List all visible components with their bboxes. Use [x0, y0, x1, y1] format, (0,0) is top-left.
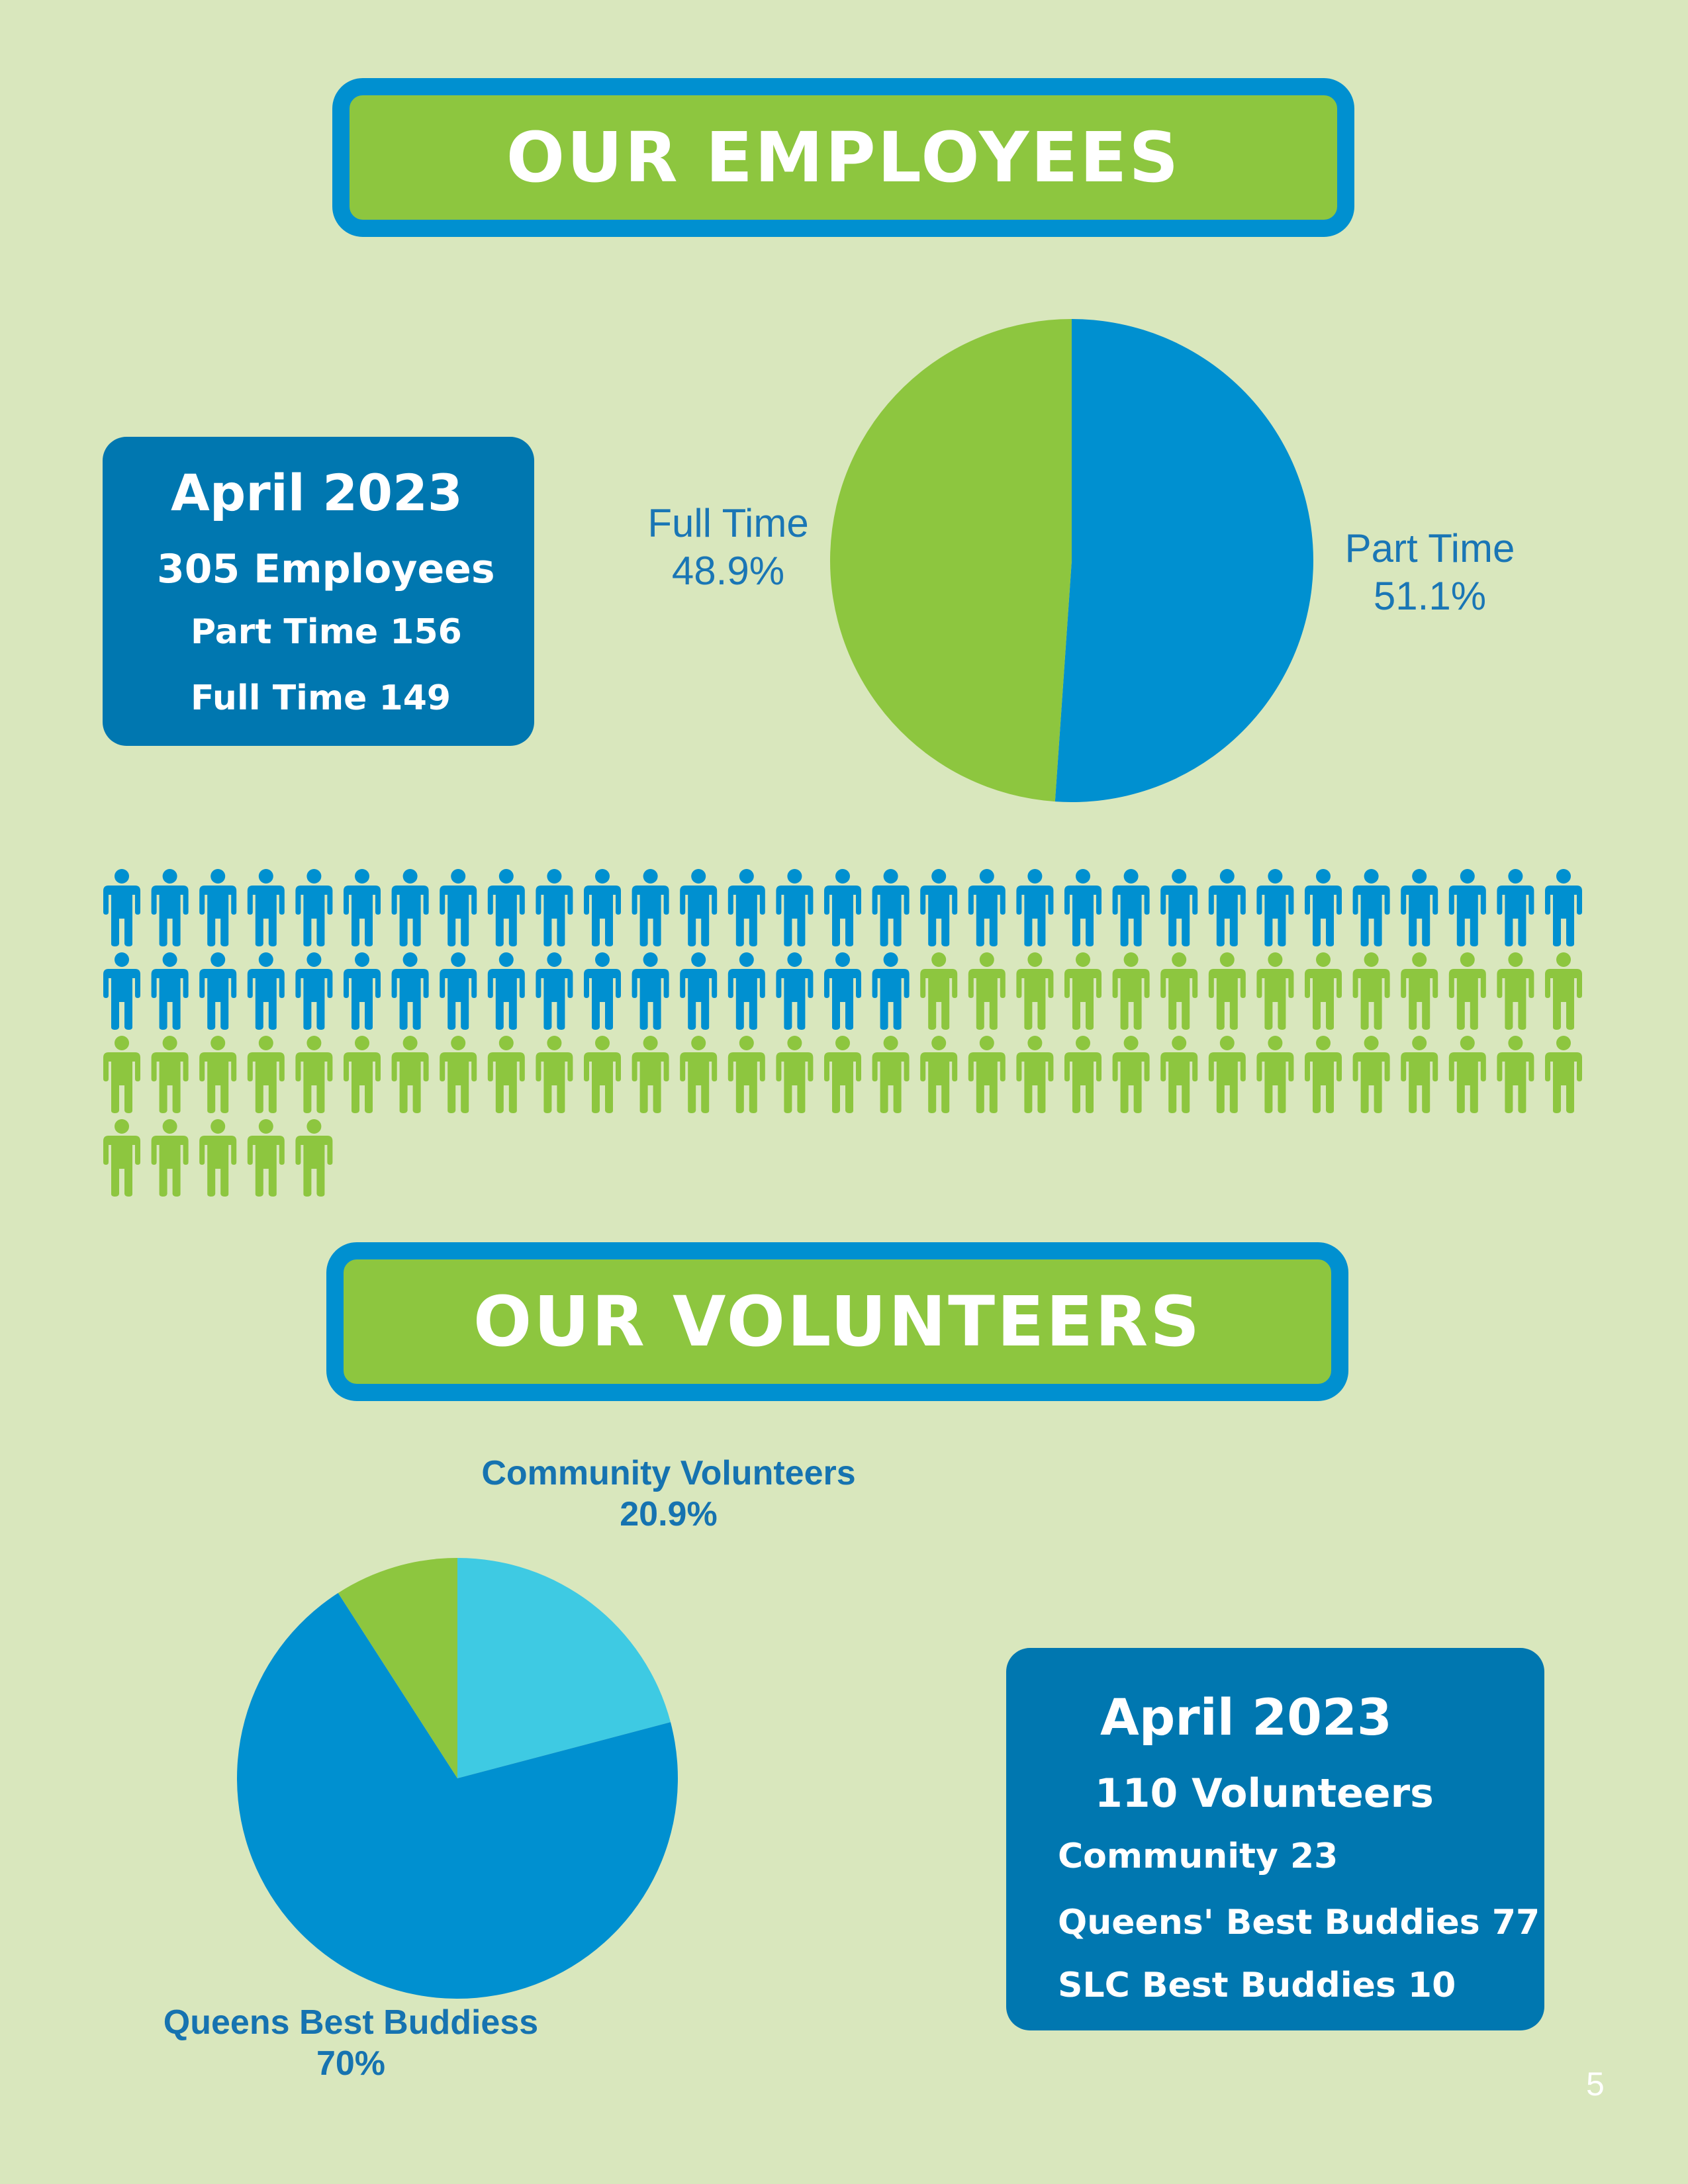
person-icon	[1497, 952, 1534, 1030]
person-icon	[968, 869, 1006, 946]
person-icon	[1497, 869, 1534, 946]
person-icon	[1016, 952, 1053, 1030]
person-icon	[1401, 952, 1438, 1030]
person-icon	[1160, 1036, 1197, 1113]
employees-title: OUR EMPLOYEES	[506, 117, 1181, 198]
person-icon	[632, 1036, 669, 1113]
person-icon	[632, 869, 669, 946]
person-icon	[824, 869, 861, 946]
person-icon	[680, 1036, 717, 1113]
person-icon	[1256, 1036, 1293, 1113]
person-icon	[440, 1036, 477, 1113]
page-number: 5	[1586, 2066, 1605, 2103]
volunteers-total: 110 Volunteers	[1095, 1770, 1434, 1817]
person-icon	[1160, 869, 1197, 946]
person-icon	[295, 952, 332, 1030]
person-icon	[1256, 869, 1293, 946]
person-icon	[1113, 869, 1150, 946]
person-icon	[488, 952, 525, 1030]
person-icon	[1353, 952, 1390, 1030]
person-icon	[248, 1036, 285, 1113]
community-volunteers-label-name: Community Volunteers	[481, 1454, 856, 1492]
person-icon	[1545, 869, 1582, 946]
person-icon	[103, 952, 140, 1030]
person-icon	[1064, 1036, 1102, 1113]
person-icon	[1016, 869, 1053, 946]
volunteers-pie-chart	[237, 1558, 678, 1999]
person-icon	[248, 952, 285, 1030]
person-icon	[1209, 869, 1246, 946]
person-icon	[1113, 952, 1150, 1030]
full-time-label-pct: 48.9%	[671, 549, 785, 593]
person-icon	[824, 1036, 861, 1113]
part-time-label-name: Part Time	[1344, 526, 1515, 570]
employees-date: April 2023	[171, 463, 463, 522]
person-icon	[1449, 1036, 1486, 1113]
person-icon	[152, 1036, 189, 1113]
queens-best-buddies-label-name: Queens Best Buddiess	[163, 2003, 539, 2042]
person-icon	[199, 1119, 236, 1197]
person-icon	[344, 1036, 381, 1113]
community-volunteers-label	[397, 1453, 940, 1535]
person-icon	[1449, 869, 1486, 946]
person-icon	[584, 869, 621, 946]
person-icon	[776, 952, 813, 1030]
person-icon	[968, 1036, 1006, 1113]
person-icon	[1016, 1036, 1053, 1113]
part-time-label	[1331, 525, 1529, 620]
person-icon	[440, 869, 477, 946]
pie-slice-part-time	[1055, 319, 1313, 802]
person-icon	[536, 952, 573, 1030]
person-icon	[1209, 1036, 1246, 1113]
person-icon	[920, 1036, 957, 1113]
person-icon	[103, 869, 140, 946]
employees-full-time-count: Full Time 149	[191, 678, 451, 718]
person-icon	[295, 1119, 332, 1197]
person-icon	[295, 869, 332, 946]
person-icon	[1497, 1036, 1534, 1113]
person-icon	[295, 1036, 332, 1113]
person-icon	[248, 869, 285, 946]
full-time-label-name: Full Time	[647, 501, 809, 545]
person-icon	[872, 1036, 910, 1113]
person-icon	[680, 952, 717, 1030]
person-icon	[728, 869, 765, 946]
employees-pie-chart	[830, 319, 1313, 802]
volunteers-queens-count: Queens' Best Buddies 77	[1058, 1903, 1540, 1942]
person-icon	[1401, 869, 1438, 946]
person-icon	[488, 1036, 525, 1113]
person-icon	[103, 1036, 140, 1113]
person-icon	[1353, 869, 1390, 946]
person-icon	[392, 1036, 429, 1113]
person-icon	[488, 869, 525, 946]
person-icon	[1305, 1036, 1342, 1113]
person-icon	[344, 952, 381, 1030]
volunteers-stat-box	[1006, 1648, 1544, 2030]
volunteers-title: OUR VOLUNTEERS	[473, 1281, 1202, 1362]
employees-total: 305 Employees	[157, 546, 495, 592]
person-icon	[199, 952, 236, 1030]
person-icon	[872, 952, 910, 1030]
employees-pictograph	[98, 868, 1594, 1212]
person-icon	[968, 952, 1006, 1030]
queens-best-buddies-label	[119, 2002, 583, 2085]
employees-banner	[332, 78, 1354, 237]
community-volunteers-label-pct: 20.9%	[620, 1495, 718, 1534]
person-icon	[392, 952, 429, 1030]
person-icon	[776, 869, 813, 946]
person-icon	[1401, 1036, 1438, 1113]
person-icon	[1160, 952, 1197, 1030]
person-icon	[1545, 952, 1582, 1030]
person-icon	[680, 869, 717, 946]
employees-part-time-count: Part Time 156	[191, 612, 462, 652]
part-time-label-pct: 51.1%	[1373, 574, 1487, 618]
person-icon	[1064, 869, 1102, 946]
person-icon	[1064, 952, 1102, 1030]
person-icon	[776, 1036, 813, 1113]
person-icon	[824, 952, 861, 1030]
person-icon	[248, 1119, 285, 1197]
person-icon	[1305, 952, 1342, 1030]
person-icon	[392, 869, 429, 946]
person-icon	[344, 869, 381, 946]
person-icon	[872, 869, 910, 946]
person-icon	[1209, 952, 1246, 1030]
person-icon	[632, 952, 669, 1030]
person-icon	[1449, 952, 1486, 1030]
person-icon	[1305, 869, 1342, 946]
person-icon	[1256, 952, 1293, 1030]
volunteers-slc-count: SLC Best Buddies 10	[1058, 1966, 1456, 2005]
person-icon	[584, 952, 621, 1030]
full-time-label	[635, 500, 821, 595]
person-icon	[536, 869, 573, 946]
pie-slice-full-time	[830, 319, 1072, 801]
person-icon	[728, 952, 765, 1030]
person-icon	[920, 869, 957, 946]
volunteers-date: April 2023	[1100, 1688, 1392, 1747]
volunteers-community-count: Community 23	[1058, 1837, 1338, 1876]
person-icon	[536, 1036, 573, 1113]
person-icon	[1113, 1036, 1150, 1113]
queens-best-buddies-label-pct: 70%	[316, 2044, 386, 2083]
person-icon	[103, 1119, 140, 1197]
employees-stat-box	[103, 437, 534, 746]
person-icon	[1545, 1036, 1582, 1113]
volunteers-banner	[326, 1242, 1348, 1401]
person-icon	[920, 952, 957, 1030]
person-icon	[199, 1036, 236, 1113]
person-icon	[152, 952, 189, 1030]
person-icon	[199, 869, 236, 946]
person-icon	[1353, 1036, 1390, 1113]
person-icon	[440, 952, 477, 1030]
person-icon	[152, 1119, 189, 1197]
person-icon	[152, 869, 189, 946]
person-icon	[728, 1036, 765, 1113]
person-icon	[584, 1036, 621, 1113]
